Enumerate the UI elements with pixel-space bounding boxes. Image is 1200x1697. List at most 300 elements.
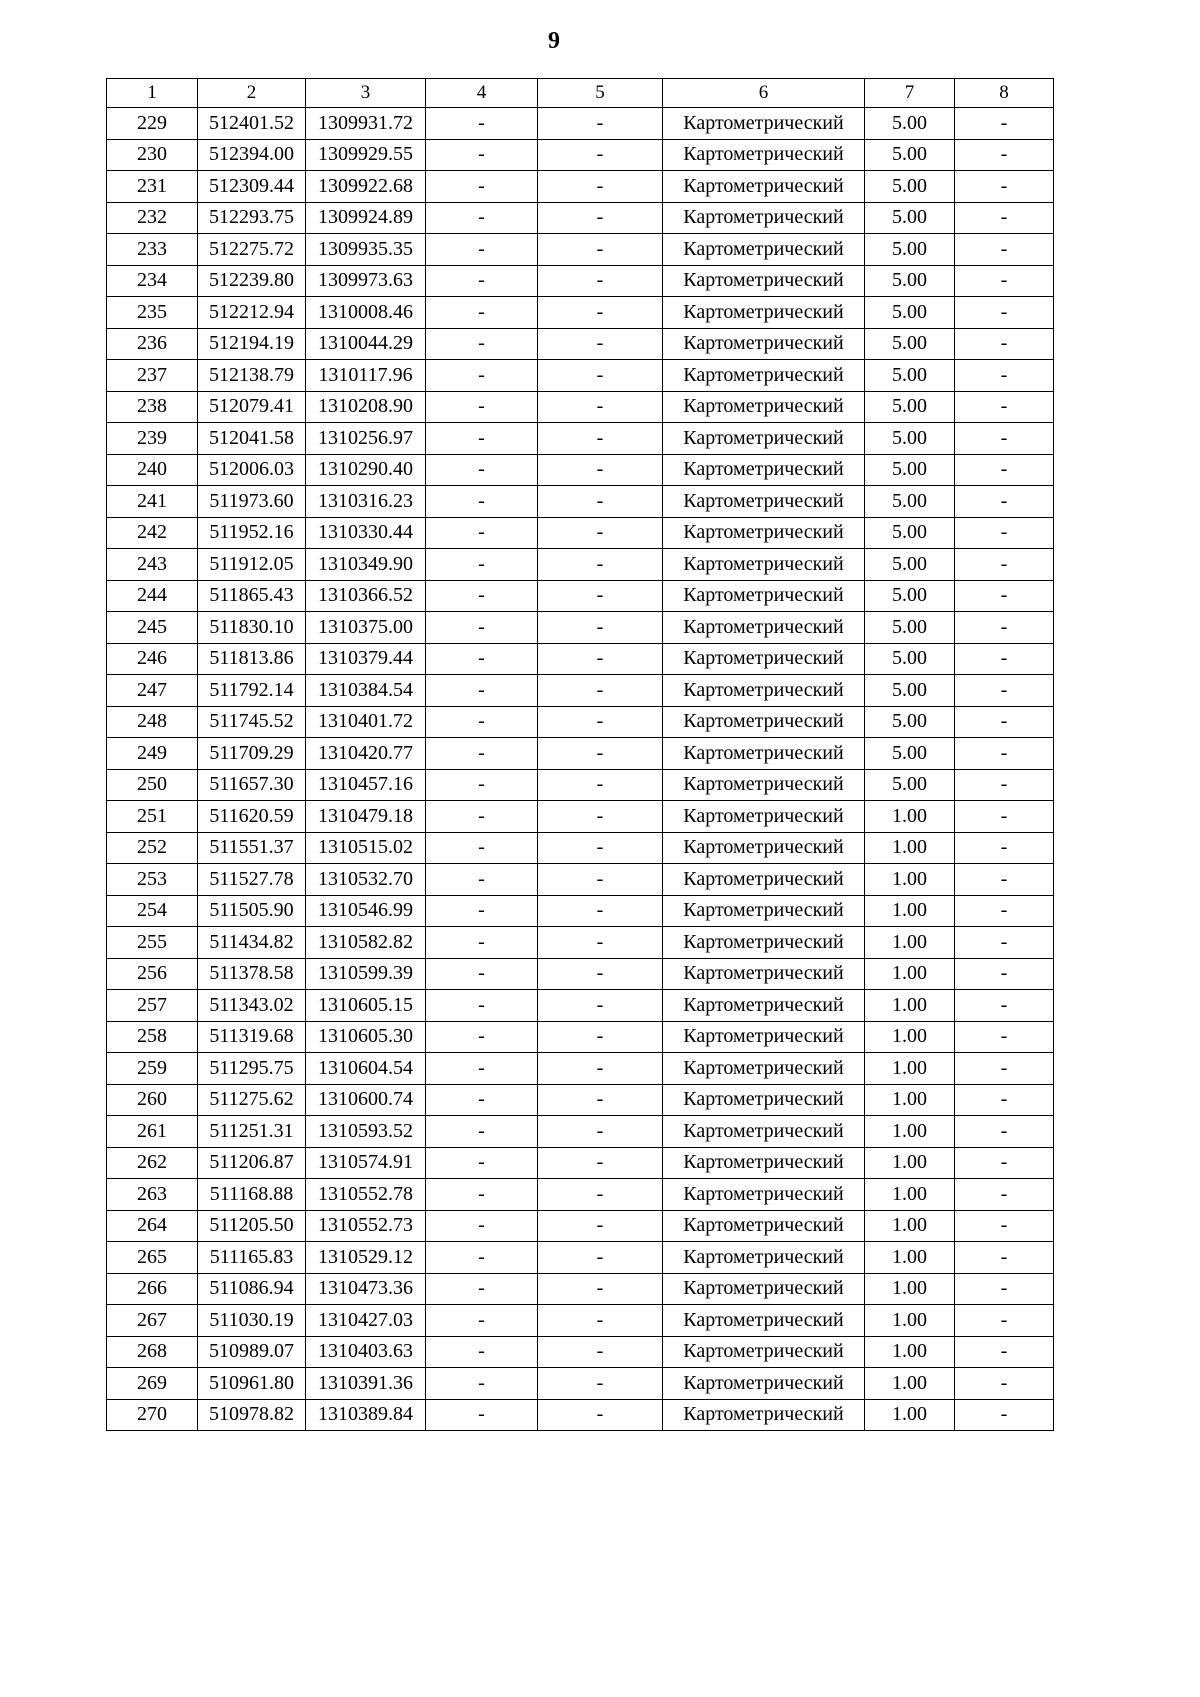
point-number-cell: 233 xyxy=(107,234,198,266)
y-coordinate-cell: 1310401.72 xyxy=(306,706,426,738)
x-coordinate-cell: 511206.87 xyxy=(198,1147,306,1179)
col4-cell: - xyxy=(426,360,538,392)
table-row xyxy=(107,801,1054,833)
point-number-cell: 251 xyxy=(107,801,198,833)
accuracy-cell: 5.00 xyxy=(865,297,955,329)
point-number-cell: 240 xyxy=(107,454,198,486)
y-coordinate-cell: 1310604.54 xyxy=(306,1053,426,1085)
col4-cell: - xyxy=(426,801,538,833)
x-coordinate-cell: 511275.62 xyxy=(198,1084,306,1116)
table-row xyxy=(107,423,1054,455)
y-coordinate-cell: 1310384.54 xyxy=(306,675,426,707)
y-coordinate-cell: 1310600.74 xyxy=(306,1084,426,1116)
col5-cell: - xyxy=(538,864,663,896)
coordinates-table xyxy=(106,78,1054,1431)
col4-cell: - xyxy=(426,769,538,801)
table-body xyxy=(107,108,1054,1431)
col5-cell: - xyxy=(538,391,663,423)
col5-cell: - xyxy=(538,486,663,518)
table-row xyxy=(107,643,1054,675)
y-coordinate-cell: 1310316.23 xyxy=(306,486,426,518)
table-row xyxy=(107,139,1054,171)
y-coordinate-cell: 1310473.36 xyxy=(306,1273,426,1305)
col8-cell: - xyxy=(955,675,1054,707)
col8-cell: - xyxy=(955,139,1054,171)
method-cell: Картометрический xyxy=(663,864,865,896)
y-coordinate-cell: 1310552.78 xyxy=(306,1179,426,1211)
table-row xyxy=(107,580,1054,612)
accuracy-cell: 5.00 xyxy=(865,234,955,266)
table-row xyxy=(107,1116,1054,1148)
method-cell: Картометрический xyxy=(663,297,865,329)
col8-cell: - xyxy=(955,486,1054,518)
col4-cell: - xyxy=(426,1210,538,1242)
point-number-cell: 250 xyxy=(107,769,198,801)
point-number-cell: 243 xyxy=(107,549,198,581)
table-row xyxy=(107,1336,1054,1368)
y-coordinate-cell: 1309973.63 xyxy=(306,265,426,297)
method-cell: Картометрический xyxy=(663,517,865,549)
x-coordinate-cell: 512079.41 xyxy=(198,391,306,423)
col8-cell: - xyxy=(955,895,1054,927)
table-row xyxy=(107,1147,1054,1179)
table-row xyxy=(107,1273,1054,1305)
method-cell: Картометрический xyxy=(663,643,865,675)
method-cell: Картометрический xyxy=(663,1053,865,1085)
col4-cell: - xyxy=(426,1368,538,1400)
x-coordinate-cell: 512309.44 xyxy=(198,171,306,203)
col4-cell: - xyxy=(426,549,538,581)
col8-cell: - xyxy=(955,864,1054,896)
x-coordinate-cell: 511792.14 xyxy=(198,675,306,707)
col8-cell: - xyxy=(955,769,1054,801)
col5-cell: - xyxy=(538,612,663,644)
point-number-cell: 253 xyxy=(107,864,198,896)
table-row xyxy=(107,1399,1054,1431)
y-coordinate-cell: 1310457.16 xyxy=(306,769,426,801)
accuracy-cell: 5.00 xyxy=(865,486,955,518)
accuracy-cell: 5.00 xyxy=(865,738,955,770)
x-coordinate-cell: 511205.50 xyxy=(198,1210,306,1242)
table-row xyxy=(107,895,1054,927)
accuracy-cell: 5.00 xyxy=(865,139,955,171)
method-cell: Картометрический xyxy=(663,769,865,801)
column-header: 6 xyxy=(663,79,865,108)
col8-cell: - xyxy=(955,1116,1054,1148)
col4-cell: - xyxy=(426,864,538,896)
col4-cell: - xyxy=(426,1147,538,1179)
col8-cell: - xyxy=(955,423,1054,455)
point-number-cell: 263 xyxy=(107,1179,198,1211)
col5-cell: - xyxy=(538,1336,663,1368)
col5-cell: - xyxy=(538,927,663,959)
table-row xyxy=(107,864,1054,896)
point-number-cell: 234 xyxy=(107,265,198,297)
accuracy-cell: 1.00 xyxy=(865,927,955,959)
col8-cell: - xyxy=(955,801,1054,833)
point-number-cell: 239 xyxy=(107,423,198,455)
col5-cell: - xyxy=(538,297,663,329)
table-row xyxy=(107,1084,1054,1116)
x-coordinate-cell: 511378.58 xyxy=(198,958,306,990)
col5-cell: - xyxy=(538,454,663,486)
accuracy-cell: 5.00 xyxy=(865,265,955,297)
y-coordinate-cell: 1310290.40 xyxy=(306,454,426,486)
method-cell: Картометрический xyxy=(663,234,865,266)
col4-cell: - xyxy=(426,171,538,203)
point-number-cell: 246 xyxy=(107,643,198,675)
table-header-row xyxy=(107,79,1054,108)
accuracy-cell: 5.00 xyxy=(865,454,955,486)
point-number-cell: 232 xyxy=(107,202,198,234)
col4-cell: - xyxy=(426,990,538,1022)
col4-cell: - xyxy=(426,612,538,644)
x-coordinate-cell: 511952.16 xyxy=(198,517,306,549)
column-header: 1 xyxy=(107,79,198,108)
table-row xyxy=(107,927,1054,959)
col4-cell: - xyxy=(426,895,538,927)
method-cell: Картометрический xyxy=(663,1147,865,1179)
table-row xyxy=(107,549,1054,581)
point-number-cell: 260 xyxy=(107,1084,198,1116)
method-cell: Картометрический xyxy=(663,1210,865,1242)
col5-cell: - xyxy=(538,234,663,266)
point-number-cell: 266 xyxy=(107,1273,198,1305)
y-coordinate-cell: 1310256.97 xyxy=(306,423,426,455)
x-coordinate-cell: 512212.94 xyxy=(198,297,306,329)
x-coordinate-cell: 510989.07 xyxy=(198,1336,306,1368)
col5-cell: - xyxy=(538,958,663,990)
col8-cell: - xyxy=(955,958,1054,990)
y-coordinate-cell: 1310208.90 xyxy=(306,391,426,423)
col4-cell: - xyxy=(426,675,538,707)
method-cell: Картометрический xyxy=(663,360,865,392)
table-row xyxy=(107,738,1054,770)
table-row xyxy=(107,1179,1054,1211)
table-row xyxy=(107,108,1054,140)
page-number: 9 xyxy=(548,28,560,54)
col4-cell: - xyxy=(426,643,538,675)
x-coordinate-cell: 511165.83 xyxy=(198,1242,306,1274)
table-row xyxy=(107,706,1054,738)
point-number-cell: 267 xyxy=(107,1305,198,1337)
col5-cell: - xyxy=(538,1021,663,1053)
point-number-cell: 238 xyxy=(107,391,198,423)
col4-cell: - xyxy=(426,234,538,266)
table-row xyxy=(107,202,1054,234)
table-row xyxy=(107,612,1054,644)
accuracy-cell: 5.00 xyxy=(865,202,955,234)
y-coordinate-cell: 1310389.84 xyxy=(306,1399,426,1431)
y-coordinate-cell: 1310403.63 xyxy=(306,1336,426,1368)
col4-cell: - xyxy=(426,265,538,297)
col8-cell: - xyxy=(955,1399,1054,1431)
col5-cell: - xyxy=(538,832,663,864)
method-cell: Картометрический xyxy=(663,549,865,581)
accuracy-cell: 1.00 xyxy=(865,958,955,990)
col4-cell: - xyxy=(426,1399,538,1431)
y-coordinate-cell: 1310008.46 xyxy=(306,297,426,329)
col8-cell: - xyxy=(955,1305,1054,1337)
accuracy-cell: 5.00 xyxy=(865,517,955,549)
col5-cell: - xyxy=(538,1368,663,1400)
y-coordinate-cell: 1310330.44 xyxy=(306,517,426,549)
method-cell: Картометрический xyxy=(663,801,865,833)
x-coordinate-cell: 511505.90 xyxy=(198,895,306,927)
table-row xyxy=(107,297,1054,329)
col8-cell: - xyxy=(955,1368,1054,1400)
col5-cell: - xyxy=(538,1273,663,1305)
col8-cell: - xyxy=(955,1053,1054,1085)
accuracy-cell: 5.00 xyxy=(865,391,955,423)
x-coordinate-cell: 511030.19 xyxy=(198,1305,306,1337)
method-cell: Картометрический xyxy=(663,675,865,707)
method-cell: Картометрический xyxy=(663,108,865,140)
accuracy-cell: 1.00 xyxy=(865,864,955,896)
x-coordinate-cell: 511343.02 xyxy=(198,990,306,1022)
accuracy-cell: 1.00 xyxy=(865,1399,955,1431)
col8-cell: - xyxy=(955,1336,1054,1368)
x-coordinate-cell: 511813.86 xyxy=(198,643,306,675)
col8-cell: - xyxy=(955,108,1054,140)
col5-cell: - xyxy=(538,1084,663,1116)
method-cell: Картометрический xyxy=(663,1399,865,1431)
col8-cell: - xyxy=(955,1084,1054,1116)
method-cell: Картометрический xyxy=(663,1116,865,1148)
col4-cell: - xyxy=(426,832,538,864)
col5-cell: - xyxy=(538,895,663,927)
y-coordinate-cell: 1310546.99 xyxy=(306,895,426,927)
method-cell: Картометрический xyxy=(663,171,865,203)
table-row xyxy=(107,958,1054,990)
accuracy-cell: 1.00 xyxy=(865,1147,955,1179)
point-number-cell: 230 xyxy=(107,139,198,171)
accuracy-cell: 5.00 xyxy=(865,328,955,360)
accuracy-cell: 5.00 xyxy=(865,549,955,581)
col5-cell: - xyxy=(538,517,663,549)
x-coordinate-cell: 511295.75 xyxy=(198,1053,306,1085)
method-cell: Картометрический xyxy=(663,1336,865,1368)
method-cell: Картометрический xyxy=(663,1179,865,1211)
accuracy-cell: 1.00 xyxy=(865,1368,955,1400)
col8-cell: - xyxy=(955,612,1054,644)
y-coordinate-cell: 1310574.91 xyxy=(306,1147,426,1179)
accuracy-cell: 1.00 xyxy=(865,1336,955,1368)
col8-cell: - xyxy=(955,643,1054,675)
accuracy-cell: 1.00 xyxy=(865,1179,955,1211)
col8-cell: - xyxy=(955,1179,1054,1211)
method-cell: Картометрический xyxy=(663,738,865,770)
table-row xyxy=(107,454,1054,486)
point-number-cell: 257 xyxy=(107,990,198,1022)
accuracy-cell: 1.00 xyxy=(865,1305,955,1337)
x-coordinate-cell: 512401.52 xyxy=(198,108,306,140)
accuracy-cell: 5.00 xyxy=(865,612,955,644)
col5-cell: - xyxy=(538,675,663,707)
accuracy-cell: 1.00 xyxy=(865,1273,955,1305)
point-number-cell: 269 xyxy=(107,1368,198,1400)
point-number-cell: 245 xyxy=(107,612,198,644)
y-coordinate-cell: 1310593.52 xyxy=(306,1116,426,1148)
point-number-cell: 252 xyxy=(107,832,198,864)
method-cell: Картометрический xyxy=(663,1368,865,1400)
point-number-cell: 235 xyxy=(107,297,198,329)
x-coordinate-cell: 511168.88 xyxy=(198,1179,306,1211)
x-coordinate-cell: 511319.68 xyxy=(198,1021,306,1053)
table-row xyxy=(107,1242,1054,1274)
table-row xyxy=(107,1021,1054,1053)
col8-cell: - xyxy=(955,1147,1054,1179)
method-cell: Картометрический xyxy=(663,328,865,360)
col5-cell: - xyxy=(538,549,663,581)
col4-cell: - xyxy=(426,1242,538,1274)
x-coordinate-cell: 512041.58 xyxy=(198,423,306,455)
col5-cell: - xyxy=(538,801,663,833)
x-coordinate-cell: 511251.31 xyxy=(198,1116,306,1148)
point-number-cell: 248 xyxy=(107,706,198,738)
x-coordinate-cell: 511551.37 xyxy=(198,832,306,864)
col5-cell: - xyxy=(538,108,663,140)
col4-cell: - xyxy=(426,202,538,234)
table-row xyxy=(107,1053,1054,1085)
table-row xyxy=(107,832,1054,864)
col8-cell: - xyxy=(955,549,1054,581)
col5-cell: - xyxy=(538,769,663,801)
point-number-cell: 231 xyxy=(107,171,198,203)
column-header: 8 xyxy=(955,79,1054,108)
point-number-cell: 249 xyxy=(107,738,198,770)
y-coordinate-cell: 1309935.35 xyxy=(306,234,426,266)
y-coordinate-cell: 1309931.72 xyxy=(306,108,426,140)
y-coordinate-cell: 1310529.12 xyxy=(306,1242,426,1274)
col5-cell: - xyxy=(538,360,663,392)
column-header: 5 xyxy=(538,79,663,108)
point-number-cell: 268 xyxy=(107,1336,198,1368)
x-coordinate-cell: 511865.43 xyxy=(198,580,306,612)
y-coordinate-cell: 1310044.29 xyxy=(306,328,426,360)
method-cell: Картометрический xyxy=(663,1242,865,1274)
col4-cell: - xyxy=(426,1336,538,1368)
col4-cell: - xyxy=(426,1179,538,1211)
y-coordinate-cell: 1310552.73 xyxy=(306,1210,426,1242)
method-cell: Картометрический xyxy=(663,1021,865,1053)
col4-cell: - xyxy=(426,927,538,959)
method-cell: Картометрический xyxy=(663,1273,865,1305)
col8-cell: - xyxy=(955,360,1054,392)
col8-cell: - xyxy=(955,202,1054,234)
y-coordinate-cell: 1310366.52 xyxy=(306,580,426,612)
x-coordinate-cell: 512194.19 xyxy=(198,328,306,360)
method-cell: Картометрический xyxy=(663,139,865,171)
x-coordinate-cell: 511912.05 xyxy=(198,549,306,581)
col5-cell: - xyxy=(538,265,663,297)
col8-cell: - xyxy=(955,234,1054,266)
col8-cell: - xyxy=(955,1242,1054,1274)
method-cell: Картометрический xyxy=(663,454,865,486)
col4-cell: - xyxy=(426,958,538,990)
x-coordinate-cell: 511657.30 xyxy=(198,769,306,801)
accuracy-cell: 5.00 xyxy=(865,171,955,203)
y-coordinate-cell: 1309922.68 xyxy=(306,171,426,203)
y-coordinate-cell: 1310599.39 xyxy=(306,958,426,990)
x-coordinate-cell: 512275.72 xyxy=(198,234,306,266)
table-row xyxy=(107,990,1054,1022)
method-cell: Картометрический xyxy=(663,486,865,518)
col4-cell: - xyxy=(426,1084,538,1116)
table-row xyxy=(107,1368,1054,1400)
col5-cell: - xyxy=(538,706,663,738)
y-coordinate-cell: 1310605.30 xyxy=(306,1021,426,1053)
x-coordinate-cell: 510961.80 xyxy=(198,1368,306,1400)
col8-cell: - xyxy=(955,706,1054,738)
x-coordinate-cell: 510978.82 xyxy=(198,1399,306,1431)
x-coordinate-cell: 511527.78 xyxy=(198,864,306,896)
x-coordinate-cell: 511973.60 xyxy=(198,486,306,518)
method-cell: Картометрический xyxy=(663,1305,865,1337)
accuracy-cell: 5.00 xyxy=(865,580,955,612)
table-row xyxy=(107,360,1054,392)
col4-cell: - xyxy=(426,328,538,360)
column-header: 2 xyxy=(198,79,306,108)
accuracy-cell: 5.00 xyxy=(865,108,955,140)
point-number-cell: 229 xyxy=(107,108,198,140)
x-coordinate-cell: 512006.03 xyxy=(198,454,306,486)
accuracy-cell: 1.00 xyxy=(865,801,955,833)
method-cell: Картометрический xyxy=(663,895,865,927)
col5-cell: - xyxy=(538,1399,663,1431)
table-row xyxy=(107,234,1054,266)
x-coordinate-cell: 511709.29 xyxy=(198,738,306,770)
method-cell: Картометрический xyxy=(663,927,865,959)
col8-cell: - xyxy=(955,832,1054,864)
point-number-cell: 258 xyxy=(107,1021,198,1053)
point-number-cell: 241 xyxy=(107,486,198,518)
table-row xyxy=(107,675,1054,707)
table-row xyxy=(107,171,1054,203)
x-coordinate-cell: 511620.59 xyxy=(198,801,306,833)
col8-cell: - xyxy=(955,990,1054,1022)
method-cell: Картометрический xyxy=(663,202,865,234)
col4-cell: - xyxy=(426,706,538,738)
accuracy-cell: 1.00 xyxy=(865,1210,955,1242)
col5-cell: - xyxy=(538,643,663,675)
point-number-cell: 244 xyxy=(107,580,198,612)
y-coordinate-cell: 1310532.70 xyxy=(306,864,426,896)
x-coordinate-cell: 511830.10 xyxy=(198,612,306,644)
col5-cell: - xyxy=(538,1116,663,1148)
y-coordinate-cell: 1310420.77 xyxy=(306,738,426,770)
col5-cell: - xyxy=(538,1053,663,1085)
method-cell: Картометрический xyxy=(663,958,865,990)
col4-cell: - xyxy=(426,139,538,171)
col4-cell: - xyxy=(426,454,538,486)
col4-cell: - xyxy=(426,297,538,329)
y-coordinate-cell: 1310515.02 xyxy=(306,832,426,864)
method-cell: Картометрический xyxy=(663,990,865,1022)
col5-cell: - xyxy=(538,1305,663,1337)
column-header: 4 xyxy=(426,79,538,108)
accuracy-cell: 5.00 xyxy=(865,423,955,455)
method-cell: Картометрический xyxy=(663,832,865,864)
point-number-cell: 236 xyxy=(107,328,198,360)
col5-cell: - xyxy=(538,738,663,770)
col4-cell: - xyxy=(426,1305,538,1337)
col8-cell: - xyxy=(955,265,1054,297)
y-coordinate-cell: 1309929.55 xyxy=(306,139,426,171)
col5-cell: - xyxy=(538,139,663,171)
y-coordinate-cell: 1310117.96 xyxy=(306,360,426,392)
col8-cell: - xyxy=(955,1210,1054,1242)
